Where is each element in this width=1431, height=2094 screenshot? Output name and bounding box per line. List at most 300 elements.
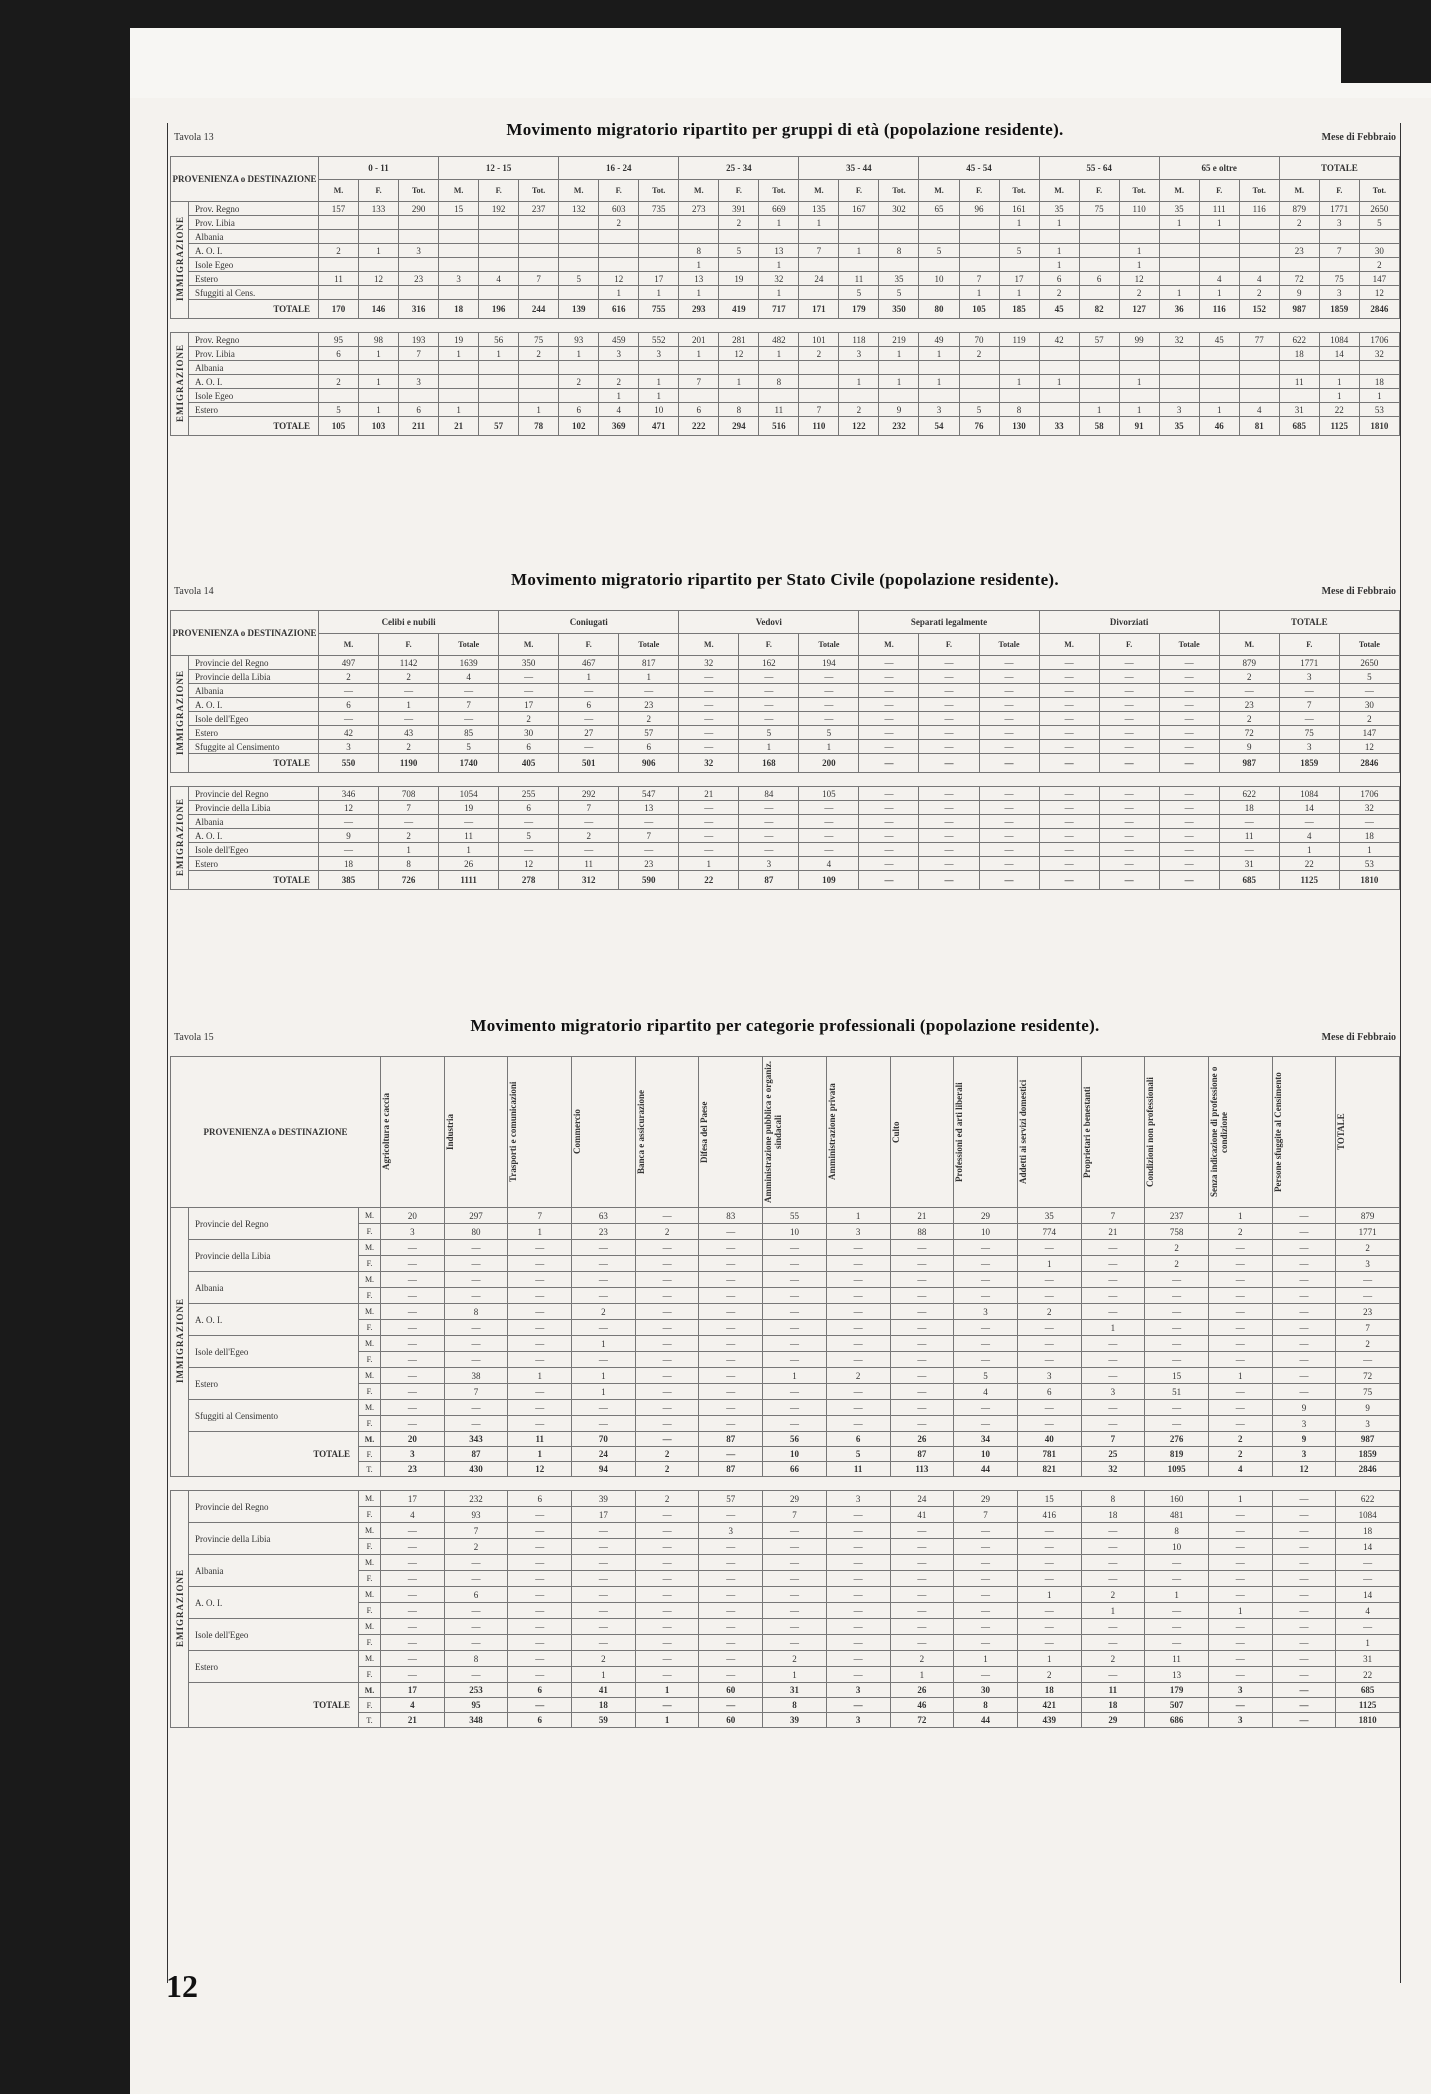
value-cell: 75 [1279,726,1339,740]
value-cell: 8 [879,244,919,258]
value-cell: — [763,1635,827,1651]
value-cell: — [1039,787,1099,801]
value-cell: — [381,1336,445,1352]
value-cell: 1142 [379,656,439,670]
value-cell: — [444,1288,508,1304]
value-cell: — [679,801,739,815]
value-cell: 8 [379,857,439,871]
value-cell: 6 [508,1491,572,1507]
value-cell: — [979,801,1039,815]
total-cell: 1 [635,1713,699,1728]
table-row [171,286,1400,300]
value-cell [759,230,799,244]
total-cell: 152 [1239,300,1279,319]
value-cell: — [381,1304,445,1320]
value-cell: — [381,1651,445,1667]
value-cell: — [919,684,979,698]
value-cell: 482 [759,333,799,347]
row-label: Isole dell'Egeo [189,712,319,726]
value-cell: — [699,1256,763,1272]
value-cell: — [1017,1272,1081,1288]
value-cell: 35 [1159,202,1199,216]
value-cell: — [699,1667,763,1683]
value-cell: — [1219,684,1279,698]
value-cell: — [444,1336,508,1352]
table-14-month: Mese di Febbraio [1321,586,1396,597]
value-cell: — [890,1571,954,1587]
table-row [171,333,1400,347]
value-cell: — [679,815,739,829]
total-cell: 211 [399,417,439,436]
value-cell: — [1208,1667,1272,1683]
value-cell: — [319,815,379,829]
value-cell: — [499,670,559,684]
value-cell [1279,389,1319,403]
value-cell: 8 [444,1651,508,1667]
value-cell: 622 [1219,787,1279,801]
value-cell [399,286,439,300]
value-cell [599,258,639,272]
total-cell: 103 [359,417,399,436]
value-cell: — [559,712,619,726]
total-cell: 430 [444,1462,508,1477]
value-cell: — [763,1603,827,1619]
value-cell [1199,347,1239,361]
value-cell: — [508,1304,572,1320]
value-cell: 7 [519,272,559,286]
value-cell: — [1208,1635,1272,1651]
sex-cell: F. [359,1539,381,1555]
value-cell: 4 [954,1384,1018,1400]
value-cell [359,389,399,403]
category-header [763,1057,827,1208]
row-label: Prov. Regno [189,333,319,347]
value-cell: 23 [572,1224,636,1240]
value-cell: 708 [379,787,439,801]
value-cell: — [1272,1208,1336,1224]
value-cell: — [1208,1416,1272,1432]
value-cell [359,361,399,375]
value-cell: — [1272,1272,1336,1288]
value-cell: 290 [399,202,439,216]
value-cell: — [954,1416,1018,1432]
row-label: Estero [189,726,319,740]
value-cell [439,216,479,230]
total-cell: 717 [759,300,799,319]
value-cell: 1 [739,740,799,754]
group-header: 12 - 15 [439,157,559,180]
sex-cell: M. [359,1619,381,1635]
corner-header: PROVENIENZA o DESTINAZIONE [171,1057,381,1208]
value-cell: — [954,1400,1018,1416]
sub-header: M. [499,633,559,656]
value-cell: — [979,787,1039,801]
table-13-section [170,120,1400,449]
value-cell [1199,361,1239,375]
total-row [171,417,1400,436]
total-cell: 1740 [439,754,499,773]
value-cell: 19 [439,801,499,815]
total-cell: 222 [679,417,719,436]
table-row [171,1555,1400,1571]
value-cell: 603 [599,202,639,216]
value-cell: 1706 [1359,333,1399,347]
value-cell: 135 [799,202,839,216]
value-cell: — [1081,1416,1145,1432]
value-cell: — [919,740,979,754]
value-cell: — [381,1368,445,1384]
value-cell: — [859,684,919,698]
sub-header: Tot. [999,179,1039,202]
total-cell: 171 [799,300,839,319]
value-cell: 547 [619,787,679,801]
value-cell: — [1039,726,1099,740]
total-cell: 781 [1017,1447,1081,1462]
value-cell: 30 [499,726,559,740]
value-cell: 3 [1279,740,1339,754]
value-cell: — [635,1635,699,1651]
category-label: Professioni ed arti liberali [954,1082,965,1182]
total-cell: 29 [1081,1713,1145,1728]
value-cell: 17 [499,698,559,712]
value-cell: 12 [719,347,759,361]
value-cell: 1 [1039,258,1079,272]
sex-cell: F. [359,1416,381,1432]
value-cell: — [444,1320,508,1336]
value-cell [1199,389,1239,403]
value-cell: — [890,1416,954,1432]
sex-cell: F. [359,1571,381,1587]
total-cell: 1859 [1319,300,1359,319]
total-cell: 501 [559,754,619,773]
sex-cell: F. [359,1288,381,1304]
value-cell: 8 [999,403,1039,417]
value-cell [319,286,359,300]
sub-header: F. [379,633,439,656]
value-cell: 2 [1081,1651,1145,1667]
value-cell: — [1272,1667,1336,1683]
value-cell: 53 [1339,857,1399,871]
sub-header: F. [599,179,639,202]
group-header: 65 e oltre [1159,157,1279,180]
total-cell: 40 [1017,1432,1081,1447]
value-cell: 2 [1017,1667,1081,1683]
value-cell: 5 [439,740,499,754]
total-cell: — [699,1698,763,1713]
value-cell: 65 [919,202,959,216]
total-cell: 3 [826,1713,890,1728]
sex-cell: M. [359,1432,381,1447]
value-cell: — [679,684,739,698]
value-cell: — [1336,1555,1400,1571]
value-cell: — [954,1603,1018,1619]
value-cell: 2 [890,1651,954,1667]
total-cell: 58 [1079,417,1119,436]
value-cell: — [1039,857,1099,871]
value-cell: 57 [619,726,679,740]
value-cell: — [739,829,799,843]
value-cell: 1 [1119,403,1159,417]
group-header: 55 - 64 [1039,157,1159,180]
total-row [171,300,1400,319]
total-cell: 35 [1159,417,1199,436]
value-cell: 3 [1336,1416,1400,1432]
value-cell: 19 [439,333,479,347]
value-cell: — [1272,1256,1336,1272]
table-row [171,230,1400,244]
value-cell: — [635,1555,699,1571]
row-label: Prov. Regno [189,202,319,216]
value-cell: 7 [799,403,839,417]
value-cell: — [319,843,379,857]
value-cell: 10 [919,272,959,286]
value-cell [399,361,439,375]
value-cell [959,244,999,258]
value-cell: 2 [319,670,379,684]
value-cell: — [508,1336,572,1352]
value-cell: 4 [1239,272,1279,286]
sex-cell: F. [359,1224,381,1240]
value-cell: — [699,1368,763,1384]
value-cell: 55 [763,1208,827,1224]
value-cell [319,230,359,244]
total-cell: 122 [839,417,879,436]
row-label: A. O. I. [189,1587,359,1619]
total-cell: 105 [959,300,999,319]
value-cell: 99 [1119,333,1159,347]
value-cell: — [381,1635,445,1651]
total-cell: 26 [890,1683,954,1698]
value-cell: 17 [999,272,1039,286]
value-cell: — [381,1571,445,1587]
total-cell: 54 [919,417,959,436]
value-cell: 32 [1339,801,1399,815]
value-cell: — [1159,815,1219,829]
sex-cell: M. [359,1208,381,1224]
value-cell: 193 [399,333,439,347]
value-cell: — [890,1336,954,1352]
value-cell: 1 [679,258,719,272]
value-cell [559,244,599,258]
sub-header: F. [959,179,999,202]
table-row [171,684,1400,698]
value-cell: 1 [1159,216,1199,230]
value-cell: — [954,1288,1018,1304]
value-cell [559,286,599,300]
total-cell: 6 [508,1683,572,1698]
value-cell: 5 [559,272,599,286]
value-cell: — [1145,1571,1209,1587]
value-cell: — [1272,1224,1336,1240]
value-cell: — [1336,1288,1400,1304]
value-cell: — [1272,1507,1336,1523]
category-header [1208,1057,1272,1208]
sub-header: Tot. [399,179,439,202]
value-cell [399,389,439,403]
value-cell: 2 [1219,712,1279,726]
value-cell [479,361,519,375]
total-cell: 22 [679,871,739,890]
value-cell [999,258,1039,272]
value-cell: 111 [1199,202,1239,216]
value-cell: 1706 [1339,787,1399,801]
value-cell: 1 [719,375,759,389]
value-cell: — [954,1320,1018,1336]
value-cell: — [979,684,1039,698]
value-cell [479,244,519,258]
value-cell: — [799,670,859,684]
value-cell: 42 [319,726,379,740]
value-cell: 2 [1145,1256,1209,1272]
table-row [171,244,1400,258]
row-label: Estero [189,272,319,286]
table-row [171,1619,1400,1635]
category-label: Commercio [572,1109,583,1155]
value-cell: — [699,1288,763,1304]
total-cell: 10 [954,1447,1018,1462]
value-cell [1239,258,1279,272]
value-cell: 1 [1159,286,1199,300]
value-cell: 1 [508,1368,572,1384]
value-cell: 1 [763,1667,827,1683]
category-header [826,1057,890,1208]
value-cell: 1 [879,375,919,389]
category-label: Addetti ai servizi domestici [1017,1079,1028,1185]
value-cell [479,216,519,230]
total-cell: 316 [399,300,439,319]
value-cell: 1 [1017,1651,1081,1667]
value-cell: — [1017,1555,1081,1571]
value-cell: 10 [954,1224,1018,1240]
total-cell: 471 [639,417,679,436]
value-cell: 1 [1359,389,1399,403]
value-cell: 1084 [1319,333,1359,347]
total-cell: 507 [1145,1698,1209,1713]
table-13-number: Tavola 13 [174,132,214,143]
value-cell: 11 [319,272,359,286]
value-cell: 3 [381,1224,445,1240]
row-label: Provincie della Libia [189,1240,359,1272]
value-cell: 1 [759,258,799,272]
value-cell: — [508,1288,572,1304]
value-cell: — [826,1304,890,1320]
value-cell [1239,216,1279,230]
value-cell: — [799,684,859,698]
value-cell [1319,230,1359,244]
value-cell: — [439,712,499,726]
category-label: Persone sfuggite al Censimento [1272,1072,1283,1192]
value-cell: — [954,1240,1018,1256]
value-cell [1239,347,1279,361]
value-cell: 3 [826,1224,890,1240]
value-cell: 32 [759,272,799,286]
value-cell: 416 [1017,1507,1081,1523]
value-cell: — [826,1667,890,1683]
value-cell: — [890,1400,954,1416]
value-cell [1199,375,1239,389]
value-cell: — [1099,670,1159,684]
value-cell: 3 [1272,1416,1336,1432]
value-cell [879,258,919,272]
value-cell: 1 [599,286,639,300]
value-cell: — [572,1272,636,1288]
total-cell: 12 [1272,1462,1336,1477]
value-cell: 201 [679,333,719,347]
value-cell: 1 [999,216,1039,230]
value-cell: — [508,1667,572,1683]
value-cell: 2 [519,347,559,361]
value-cell: 13 [759,244,799,258]
value-cell: — [508,1416,572,1432]
value-cell: — [919,656,979,670]
total-cell: 46 [890,1698,954,1713]
value-cell: — [1208,1507,1272,1523]
value-cell: 18 [1219,801,1279,815]
value-cell: 1 [839,375,879,389]
value-cell: 255 [499,787,559,801]
value-cell: 5 [919,244,959,258]
total-cell: 685 [1219,871,1279,890]
value-cell [439,361,479,375]
value-cell: 26 [439,857,499,871]
table-row [171,1400,1400,1416]
total-cell: 11 [826,1462,890,1477]
sex-cell: M. [359,1336,381,1352]
value-cell [1359,230,1399,244]
value-cell: 35 [1039,202,1079,216]
value-cell: — [319,712,379,726]
value-cell: — [699,1400,763,1416]
value-cell: 1 [919,347,959,361]
total-cell: 7 [1081,1432,1145,1447]
value-cell: — [559,740,619,754]
total-cell: — [859,754,919,773]
value-cell: — [1208,1619,1272,1635]
row-label: Albania [189,1555,359,1587]
value-cell [519,244,559,258]
total-cell: 146 [359,300,399,319]
value-cell [1239,230,1279,244]
value-cell: 12 [359,272,399,286]
value-cell: 15 [1145,1368,1209,1384]
value-cell [999,347,1039,361]
value-cell: — [954,1336,1018,1352]
value-cell: — [1017,1352,1081,1368]
total-cell: — [979,871,1039,890]
total-cell: 516 [759,417,799,436]
value-cell: — [919,670,979,684]
value-cell: 5 [799,726,859,740]
value-cell: 1 [1017,1256,1081,1272]
value-cell: — [954,1635,1018,1651]
total-cell: 350 [879,300,919,319]
value-cell: — [1208,1240,1272,1256]
sub-header: M. [799,179,839,202]
value-cell [519,375,559,389]
value-cell [1079,244,1119,258]
value-cell: — [1099,726,1159,740]
value-cell: 7 [954,1507,1018,1523]
total-cell: 87 [739,871,799,890]
value-cell: — [1039,740,1099,754]
total-cell: — [1208,1698,1272,1713]
value-cell [439,230,479,244]
value-cell: — [1272,1603,1336,1619]
value-cell: 14 [1319,347,1359,361]
table-row [171,857,1400,871]
value-cell: 758 [1145,1224,1209,1240]
table-13-month: Mese di Febbraio [1321,132,1396,143]
